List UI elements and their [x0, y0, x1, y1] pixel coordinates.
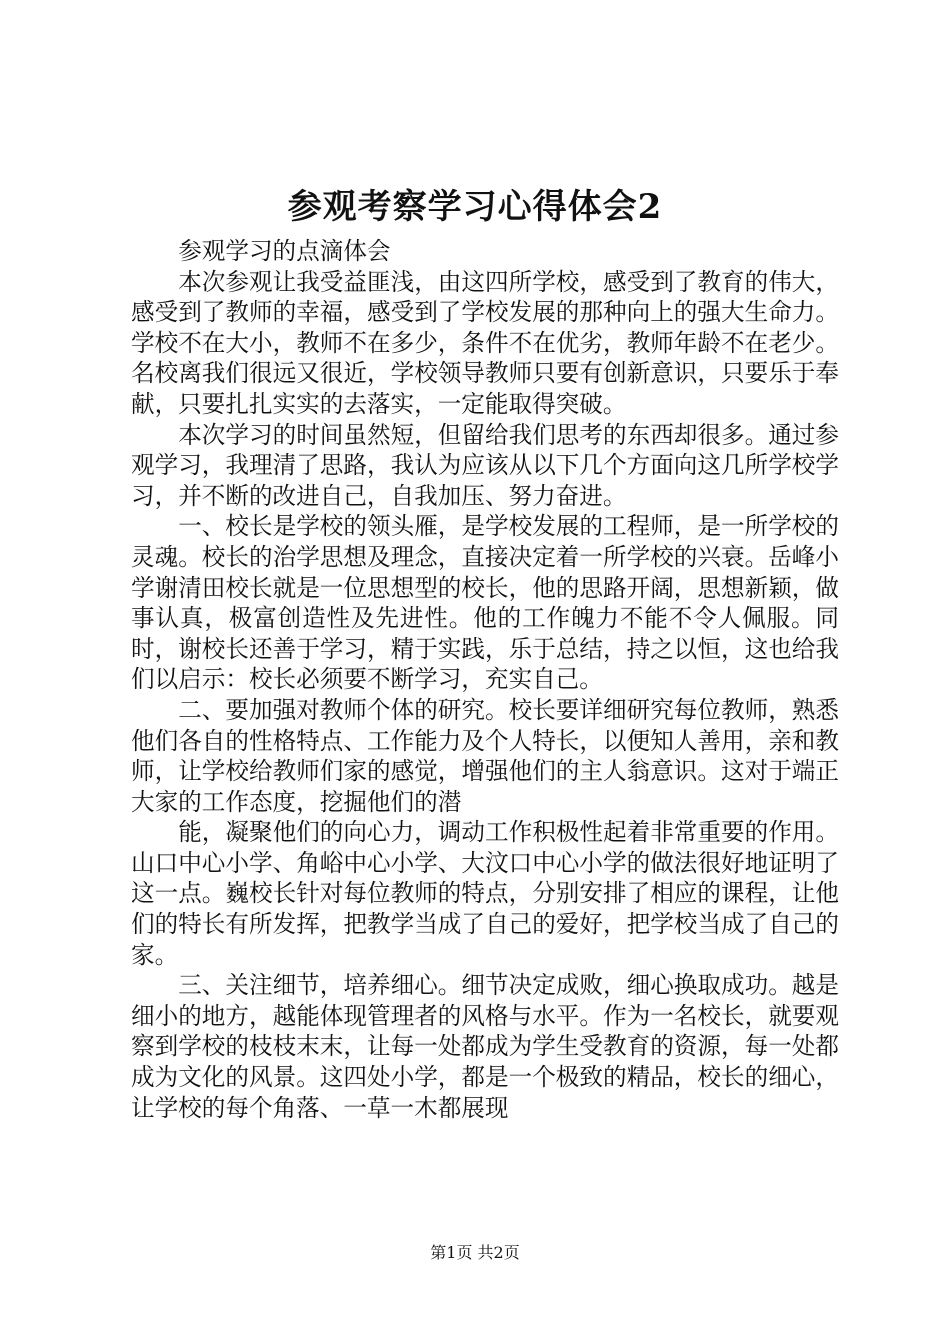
paragraph-point-one: 一、校长是学校的领头雁，是学校发展的工程师，是一所学校的灵魂。校长的治学思想及理念，直接决定着一所学校的兴衰。岳峰小学谢清田校长就是一位思想型的校长，他的思路开阔，思想新颖，做事认真，极富创造性及先进性。他的工作魄力不能不令人佩服。同时，谢校长还善于学习，精于实践，乐于总结，持之以恒，这也给我们以启示：校长必须要不断学习，充实自己。	[131, 512, 839, 694]
document-title: 参观考察学习心得体会2	[287, 187, 663, 227]
paragraph-point-two-continued: 能，凝聚他们的向心力，调动工作积极性起着非常重要的作用。山口中心小学、角峪中心小学、大汶口中心小学的做法很好地证明了这一点。巍校长针对每位教师的特点，分别安排了相应的课程，让他们的特长有所发挥，把教学当成了自己的爱好，把学校当成了自己的家。	[131, 818, 839, 969]
paragraph-point-three: 三、关注细节，培养细心。细节决定成败，细心换取成功。越是细小的地方，越能体现管理者的风格与水平。作为一名校长，就要观察到学校的枝枝末末，让每一处都成为学生受教育的资源，每一处都成为文化的风景。这四处小学，都是一个极致的精品，校长的细心，让学校的每个角落、一草一木都展现	[131, 971, 839, 1122]
document-body	[131, 236, 839, 1123]
paragraph-subtitle: 参观学习的点滴体会	[178, 237, 391, 265]
paragraph-reflection: 本次学习的时间虽然短，但留给我们思考的东西却很多。通过参观学习，我理清了思路，我认为应该从以下几个方面向这几所学校学习，并不断的改进自己，自我加压、努力奋进。	[131, 420, 839, 510]
page-number-footer: 第1页 共2页	[430, 1243, 520, 1262]
paragraph-point-two: 二、要加强对教师个体的研究。校长要详细研究每位教师，熟悉他们各自的性格特点、工作能力及个人特长，以便知人善用，亲和教师，让学校给教师们家的感觉，增强他们的主人翁意识。这对于端正大家的工作态度，挖掘他们的潜	[131, 695, 839, 816]
paragraph-intro: 本次参观让我受益匪浅，由这四所学校，感受到了教育的伟大，感受到了教师的幸福，感受到了学校发展的那种向上的强大生命力。学校不在大小，教师不在多少，条件不在优劣，教师年龄不在老少。名校离我们很远又很近，学校领导教师只要有创新意识，只要乐于奉献，只要扎扎实实的去落实，一定能取得突破。	[131, 267, 839, 418]
